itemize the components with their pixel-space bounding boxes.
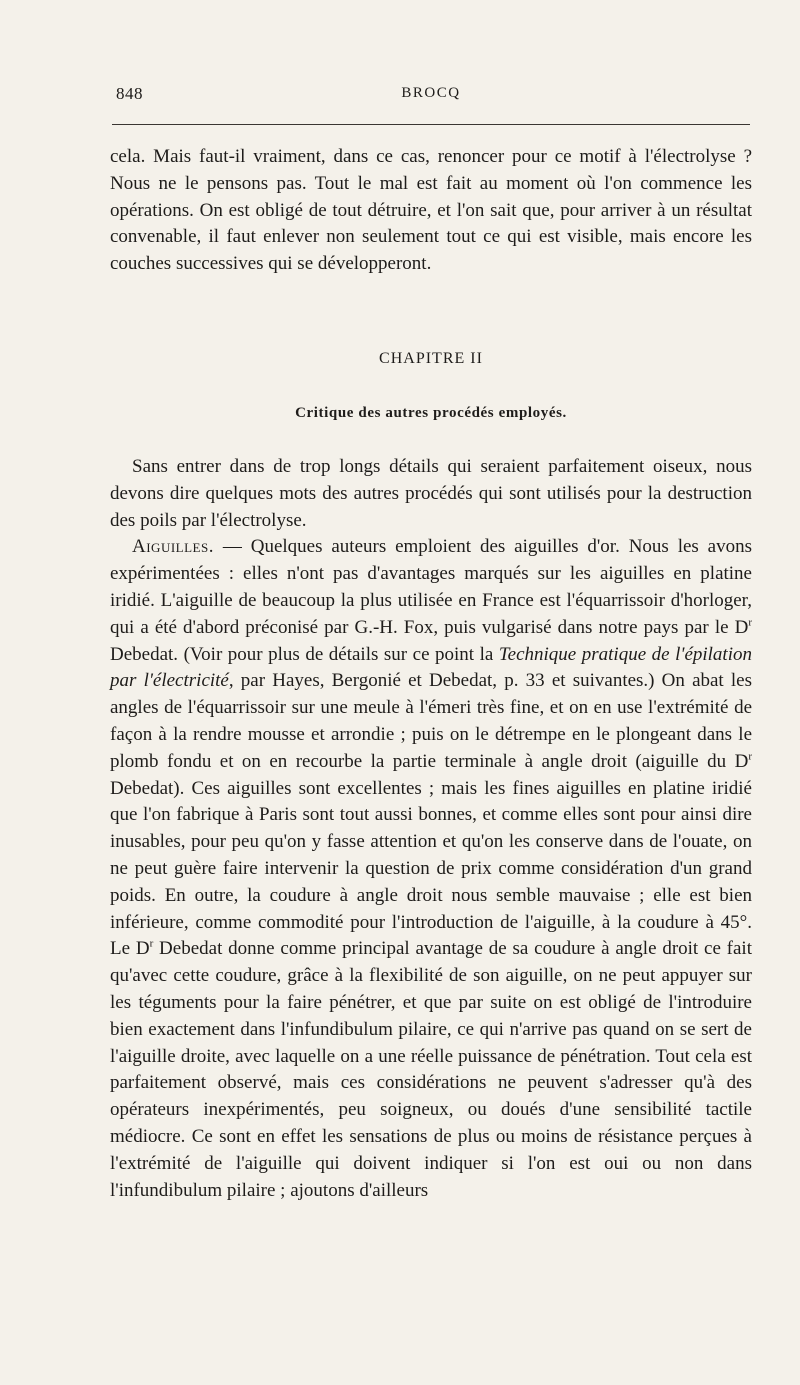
dash: —	[213, 536, 251, 558]
paragraph-intro	[110, 144, 752, 278]
chapter-title: CHAPITRE II	[379, 350, 483, 367]
superscript: r	[748, 750, 752, 763]
chapter-body	[110, 454, 752, 1204]
superscript: r	[748, 616, 752, 629]
text-segment: Debedat donne comme principal avantage de sa coudure à angle droit ce fait qu'avec cette coudure, grâce à la flexibilité de son aiguille, on ne peut appuyer sur les téguments pour la faire pénétrer, et que par suite on est obligé de l'introduire bien exactement dans l'infundibulum pilaire, ce qui n'arrive pas quand on se sert de l'aiguille droite, avec laquelle on a une réelle puissance de pénétration. Tout cela est parfaitement observé, mais ces considérations ne peuvent s'adresser qu'à des opérateurs inexpérimentés, peu soigneux, ou doués d'une sensibilité tactile médiocre. Ce sont en effet les sensations de plus ou moins de résistance perçues à l'extrémité de l'aiguille qui doivent indiquer si l'on est oui ou non dans l'infundibulum pilaire ; ajoutons d'ailleurs	[110, 938, 752, 1201]
book-title: Technique pratique de l'épilation par l'électricité	[110, 643, 752, 692]
chapter-subtitle: Critique des autres procédés employés.	[295, 405, 567, 421]
running-head: BROCQ	[401, 85, 461, 101]
paragraph-text: cela. Mais faut-il vraiment, dans ce cas, renoncer pour ce motif à l'électrolyse ? Nous ne le pensons pas. Tout le mal est fait au moment où l'on commence les opérations. On est obligé de tout détruire, et l'on sait que, pour arriver à un résultat convenable, il faut enlever non seulement tout ce qui est visible, mais encore les couches successives qui se développeront.	[110, 146, 752, 275]
page-header	[110, 84, 752, 112]
paragraph-procedures: Sans entrer dans de trop longs détails qui seraient parfaitement oiseux, nous devons dire quelques mots des autres procédés qui sont utilisés pour la destruction des poils par l'électrolyse.	[110, 456, 752, 531]
header-rule	[112, 124, 750, 125]
superscript: r	[149, 938, 154, 951]
text-segment: Debedat). Ces aiguilles sont excellentes ; mais les fines aiguilles en platine iridié que l'on fabrique à Paris sont tout aussi bonnes, et comme elles sont pour ainsi dire inusables, pour peu qu'on y fasse attention et qu'on les conserve dans de l'ouate, on ne peut guère faire intervenir la question de prix comme considération d'un grand poids. En outre, la coudure à angle droit nous semble mauvaise ; elle est bien inférieure, comme commodité pour l'introduction de l'aiguille, à la coudure à 45°. Le D	[110, 777, 752, 960]
text-segment: Debedat. (Voir pour plus de détails sur ce point la	[110, 643, 499, 665]
paragraph-aiguilles	[110, 534, 752, 1204]
text-segment: Quelques auteurs emploient des aiguilles d'or. Nous les avons expérimentées : elles n'ont pas d'avantages marqués sur les aiguilles en platine iridié. L'aiguille de beaucoup la plus utilisée en France est l'équarrissoir d'horloger, qui a été d'abord préconisé par G.-H. Fox, puis vulgarisé dans notre pays par le D	[110, 536, 753, 638]
page-number: 848	[116, 84, 143, 103]
section-heading-aiguilles: Aiguilles.	[132, 536, 214, 558]
text-segment: , par Hayes, Bergonié et Debedat, p. 33 et suivantes.) On abat les angles de l'équarrissoir sur une meule à l'émeri très fine, et on en use l'extrémité de façon à la rendre mousse et arrondie ; puis on le détrempe en le plongeant dans le plomb fondu et on en recourbe la partie terminale à angle droit (aiguille du D	[110, 670, 752, 772]
